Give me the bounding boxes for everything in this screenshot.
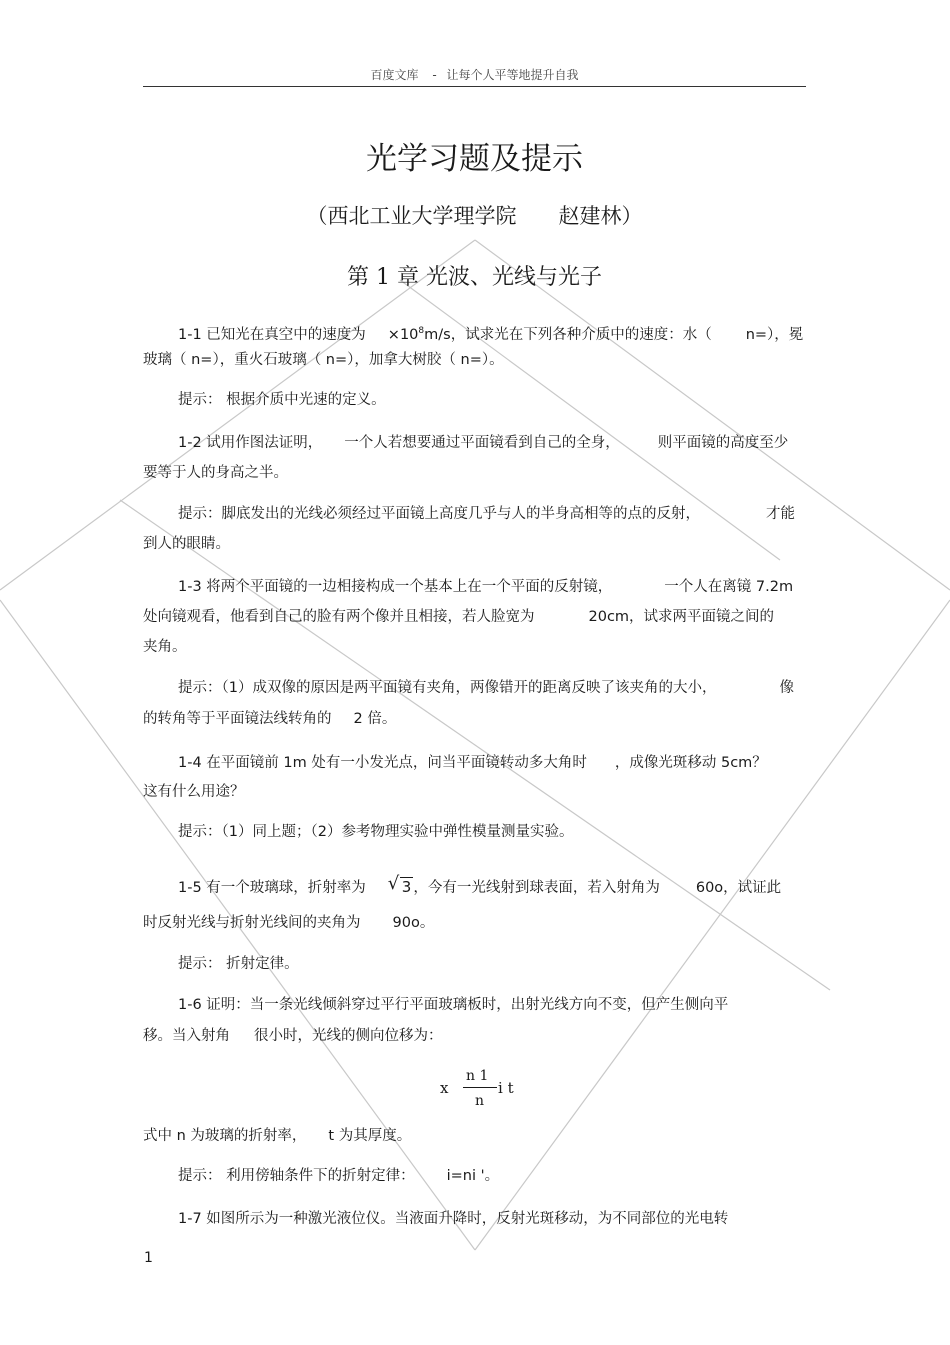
problem-1-5-line-1: 1-5 有一个玻璃球，折射率为 √ 3 ，今有一光线射到球表面，若入射角为 60o，试证此 bbox=[143, 872, 841, 904]
sqrt-3-expression: √ 3 bbox=[387, 873, 412, 896]
problem-1-3-hint-line-2: 的转角等于平面镜法线转角的 2 倍。 bbox=[143, 711, 397, 727]
problem-1-1-line-2: 玻璃（ n=），重火石玻璃（ n=），加拿大树胶（ n=）。 bbox=[143, 352, 504, 368]
problem-1-5-line-2: 时反射光线与折射光线间的夹角为 90o。 bbox=[143, 915, 435, 931]
problem-1-3-line-3: 夹角。 bbox=[143, 639, 187, 655]
problem-1-6-line-2: 移。当入射角 很小时，光线的侧向位移为： bbox=[143, 1028, 443, 1044]
problem-1-2-hint-line-2: 到人的眼睛。 bbox=[143, 536, 230, 552]
document-title: 光学习题及提示 bbox=[366, 141, 583, 177]
header-slogan: 让每个人平等地提升自我 bbox=[446, 68, 579, 82]
chapter-heading: 第 1 章 光波、光线与光子 bbox=[347, 265, 602, 290]
problem-1-4-line-2: 这有什么用途？ bbox=[143, 784, 245, 800]
problem-1-3-line-1: 1-3 将两个平面镜的一边相接构成一个基本上在一个平面的反射镜， 一个人在离镜 7.2m bbox=[178, 579, 794, 595]
problem-1-2-hint-line-1: 提示：脚底发出的光线必须经过平面镜上高度几乎与人的半身高相等的点的反射， 才能 bbox=[178, 506, 795, 522]
problem-1-7-line-1: 1-7 如图所示为一种激光液位仪。当液面升降时，反射光斑移动，为不同部位的光电转 bbox=[178, 1211, 729, 1227]
header-separator: - bbox=[432, 68, 437, 82]
problem-1-4-hint: 提示：（1）同上题；（2）参考物理实验中弹性模量测量实验。 bbox=[178, 824, 574, 840]
problem-1-5-hint: 提示： 折射定律。 bbox=[178, 956, 299, 972]
problem-1-4-line-1: 1-4 在平面镜前 1m 处有一小发光点，问当平面镜转动多大角时 ，成像光斑移动 5cm？ bbox=[178, 755, 767, 771]
page-number: 1 bbox=[144, 1250, 153, 1266]
problem-1-6-hint: 提示： 利用傍轴条件下的折射定律： i=ni '。 bbox=[178, 1168, 500, 1184]
header-rule bbox=[143, 86, 806, 87]
problem-1-1-line-1: 1-1 已知光在真空中的速度为 $\times 10^8m/s$，试求光在下列各种介质中的速度：水（ n=），冕 bbox=[178, 326, 804, 343]
document-subtitle: （西北工业大学理学院 赵建林） bbox=[306, 204, 643, 228]
problem-1-3-line-2: 处向镜观看，他看到自己的脸有两个像并且相接，若人脸宽为 20cm，试求两平面镜之间的 bbox=[143, 609, 775, 625]
problem-1-2-line-2: 要等于人的身高之半。 bbox=[143, 465, 288, 481]
document-page: 百度文库 - 让每个人平等地提升自我 光学习题及提示 （西北工业大学理学院 赵建林） 第 1 章 光波、光线与光子 1-1 已知光在真空中的速度为 $\times 10^8m/s$，试求光在下列各种介质中的速度：水（ n=），冕 玻璃（ n=），重火石玻璃（ n=），加拿大树胶（ n=）。 提示： 根据介质中光速的定义。 1-2 试用作图法证明， 一个人若想要通过平面镜看到自己的全身， 则平面镜的高度至少 要等于人的身高之半。 提示：脚底发出的光线必须经过平面镜上高度几乎与人的半身高相等的点的反射， 才能 到人的眼睛。 1-3 将两个平面镜的一边相接构成一个基本上在一个平面的反射镜， 一个人在离镜 7.2m 处向镜观看，他看到自己的脸有两个像并且相接，若人脸宽为 20cm，试求两平面镜之间的 夹角。 提示：（1）成双像的原因是两平面镜有夹角，两像错开的距离反映了该夹角的大小， 像 的转角等于平面镜法线转角的 2 倍。 1-4 在平面镜前 1m 处有一小发光点，问当平面镜转动多大角时 ，成像光斑移动 5cm？ 这有什么用途？ 提示：（1）同上题；（2）参考物理实验中弹性模量测量实验。 1-5 有一个玻璃球，折射率为 √ 3 ，今有一光线射到球表面，若入射角为 60o，试证此 时反射光线与折射光线间的夹角为 90o。 提示： 折射定律。 1-6 证明：当一条光线倾斜穿过平行平面玻璃板时，出射光线方向不变，但产生侧向平 移。当入射角 很小时，光线的侧向位移为： x n 1 n i t 式中 n 为玻璃的折射率， t 为其厚度。 提示： 利用傍轴条件下的折射定律： i=ni '。 1-7 如图所示为一种激光液位仪。当液面升降时，反射光斑移动，为不同部位的光电转 1 bbox=[0, 0, 950, 1345]
problem-1-3-hint-line-1: 提示：（1）成双像的原因是两平面镜有夹角，两像错开的距离反映了该夹角的大小， 像 bbox=[178, 680, 794, 696]
header-site: 百度文库 bbox=[370, 68, 419, 82]
problem-1-6-where: 式中 n 为玻璃的折射率， t 为其厚度。 bbox=[143, 1128, 412, 1144]
fraction-bar bbox=[463, 1087, 497, 1088]
problem-1-6-line-1: 1-6 证明：当一条光线倾斜穿过平行平面玻璃板时，出射光线方向不变，但产生侧向平 bbox=[178, 997, 729, 1013]
problem-1-2-line-1: 1-2 试用作图法证明， 一个人若想要通过平面镜看到自己的全身， 则平面镜的高度至少 bbox=[178, 435, 789, 451]
page-header bbox=[143, 66, 806, 83]
problem-1-1-hint: 提示： 根据介质中光速的定义。 bbox=[178, 392, 386, 408]
